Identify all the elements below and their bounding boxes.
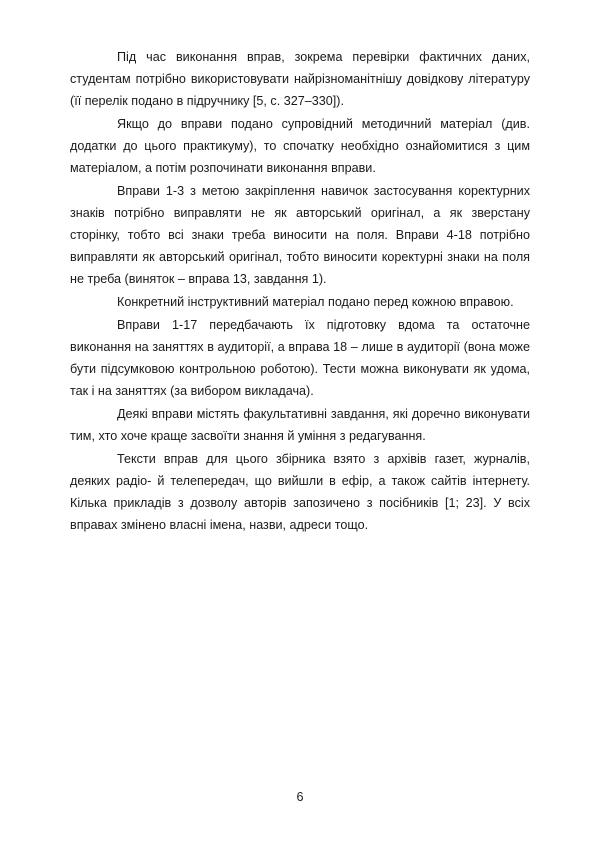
page-number: 6	[296, 790, 304, 804]
paragraph: Тексти вправ для цього збірника взято з архівів газет, журналів, деяких радіо- й телепередач, що вийшли в ефір, а також сайтів інтернету. Кілька прикладів з дозволу авторів запозичено з посібників [1; 23]. У всіх вправах змінено власні імена, назви, адреси тощо.	[70, 452, 530, 532]
paragraph: Деякі вправи містять факультативні завдання, які доречно виконувати тим, хто хоче краще засвоїти знання й уміння з редагування.	[70, 407, 530, 443]
paragraph: Вправи 1-17 передбачають їх підготовку вдома та остаточне виконання на заняттях в аудиторії, а вправа 18 – лише в аудиторії (вона може бути підсумковою контрольною роботою). Тести можна виконувати як удома, так і на заняттях (за вибором викладача).	[70, 318, 530, 398]
body-text	[70, 46, 530, 537]
paragraph: Конкретний інструктивний матеріал подано перед кожною вправою.	[117, 295, 514, 309]
paragraph: Вправи 1-3 з метою закріплення навичок застосування коректурних знаків потрібно виправляти не як авторський оригінал, а як зверстану сторінку, тобто всі знаки треба виносити на поля. Вправи 4-18 потрібно виправляти як авторський оригінал, тобто виносити коректурні знаки на поля не треба (виняток – вправа 13, завдання 1).	[70, 184, 530, 286]
paragraph: Якщо до вправи подано супровідний методичний матеріал (див. додатки до цього практикуму), то спочатку необхідно ознайомитися з цим матеріалом, а потім розпочинати виконання вправи.	[70, 117, 530, 175]
paragraph: Під час виконання вправ, зокрема перевірки фактичних даних, студентам потрібно використовувати найрізноманітнішу довідкову літературу (її перелік подано в підручнику [5, с. 327–330]).	[70, 50, 530, 108]
